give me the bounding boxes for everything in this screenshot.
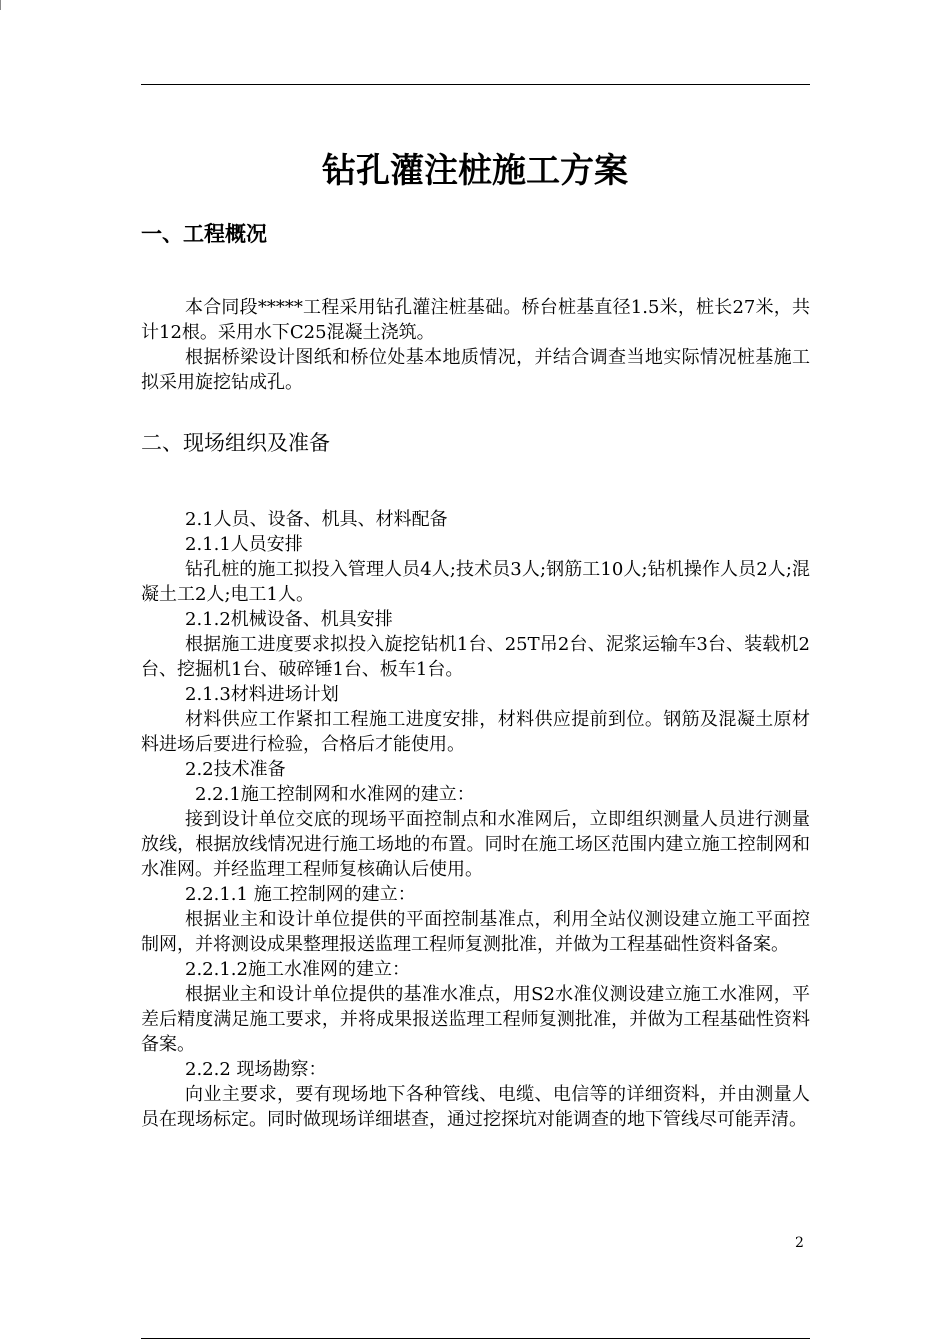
- subheading: 2.1.1人员安排: [185, 534, 303, 555]
- subheading: 2.2.2 现场勘察：: [185, 1059, 327, 1080]
- section-heading-preparation: 二、现场组织及准备: [141, 431, 330, 455]
- subheading: 2.1.3材料进场计划: [185, 684, 339, 705]
- document-title: 钻孔灌注桩施工方案: [322, 151, 628, 191]
- paragraph: 本合同段*****工程采用钻孔灌注桩基础。桥台桩基直径1.5米，桩长27米，共计12根。采用水下C25混凝土浇筑。: [141, 297, 810, 343]
- page-edge-marker: [0, 0, 1, 10]
- section-heading-overview: 一、工程概况: [141, 222, 267, 246]
- footer-rule: [141, 1338, 810, 1339]
- paragraph: 材料供应工作紧扣工程施工进度安排，材料供应提前到位。钢筋及混凝土原材料进场后要进行检验，合格后才能使用。: [141, 709, 810, 755]
- subheading: 2.2技术准备: [185, 759, 286, 780]
- paragraph: 根据桥梁设计图纸和桥位处基本地质情况，并结合调查当地实际情况桩基施工拟采用旋挖钻成孔。: [141, 347, 810, 393]
- paragraph: 根据业主和设计单位提供的平面控制基准点，利用全站仪测设建立施工平面控制网，并将测设成果整理报送监理工程师复测批准，并做为工程基础性资料备案。: [141, 909, 810, 955]
- paragraph: 向业主要求，要有现场地下各种管线、电缆、电信等的详细资料，并由测量人员在现场标定。同时做现场详细堪查，通过挖探坑对能调查的地下管线尽可能弄清。: [141, 1084, 810, 1130]
- paragraph: 根据施工进度要求拟投入旋挖钻机1台、25T吊2台、泥浆运输车3台、装载机2台、挖掘机1台、破碎锤1台、板车1台。: [141, 634, 810, 680]
- subheading: 2.2.1.2施工水准网的建立：: [185, 959, 410, 980]
- section-overview-body: [141, 295, 810, 395]
- paragraph: 根据业主和设计单位提供的基准水准点，用S2水准仪测设建立施工水准网，平差后精度满足施工要求，并将成果报送监理工程师复测批准，并做为工程基础性资料备案。: [141, 984, 810, 1055]
- subheading: 2.2.1施工控制网和水准网的建立：: [195, 784, 475, 805]
- subheading: 2.1.2机械设备、机具安排: [185, 609, 393, 630]
- paragraph: 接到设计单位交底的现场平面控制点和水准网后，立即组织测量人员进行测量放线，根据放线情况进行施工场地的布置。同时在施工场区范围内建立施工控制网和水准网。并经监理工程师复核确认后使用。: [141, 809, 810, 880]
- subheading: 2.1人员、设备、机具、材料配备: [185, 509, 448, 530]
- header-rule: [141, 84, 810, 85]
- page-number: 2: [795, 1235, 804, 1251]
- section-preparation-body: [141, 507, 810, 1132]
- subheading: 2.2.1.1 施工控制网的建立：: [185, 884, 416, 905]
- paragraph: 钻孔桩的施工拟投入管理人员4人;技术员3人;钢筋工10人;钻机操作人员2人;混凝土工2人;电工1人。: [141, 559, 810, 605]
